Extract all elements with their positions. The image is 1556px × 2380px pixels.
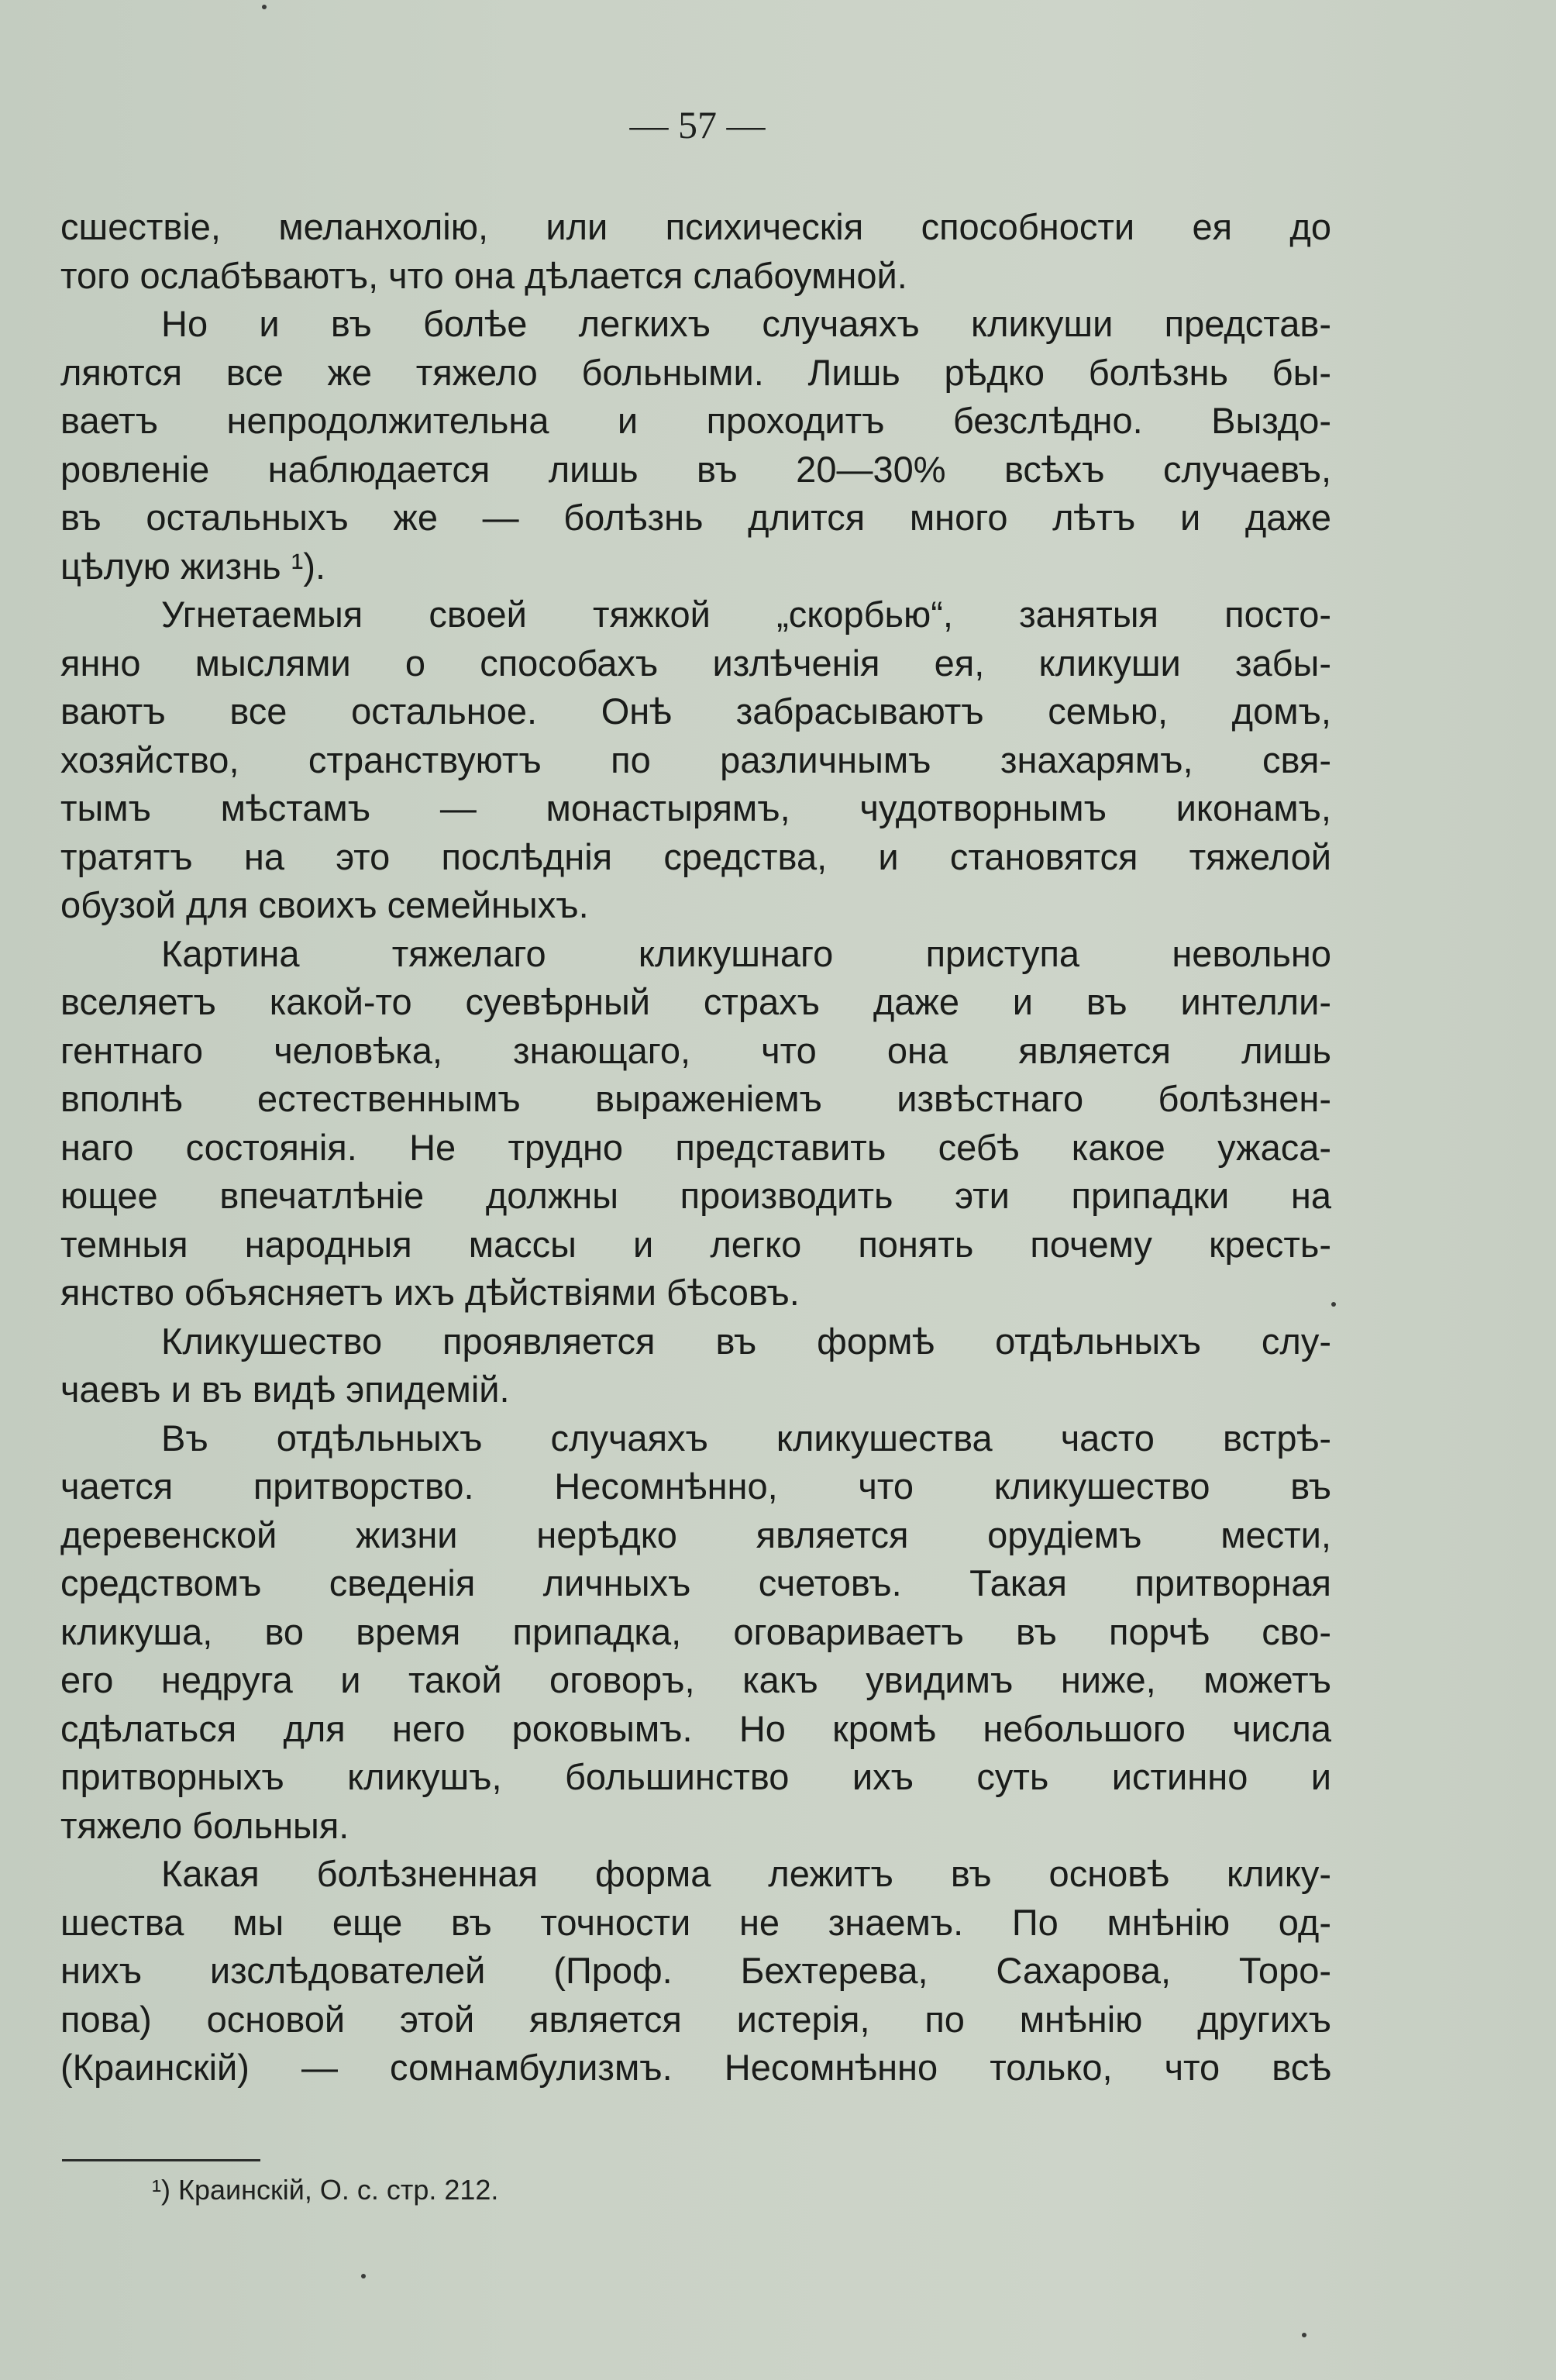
text-line: тратятъ на это послѣднія средства, и становятся тяжелой [60, 835, 1331, 877]
paper-speck [361, 2274, 366, 2278]
page-number: — 57 — [629, 103, 766, 146]
text-line: пова) основой этой является истерія, по мнѣнію другихъ [60, 1998, 1331, 2040]
text-line: ваютъ все остальное. Онѣ забрасываютъ семью, домъ, [60, 691, 1331, 732]
paper-speck [1302, 2333, 1306, 2337]
text-line: средствомъ сведенія личныхъ счетовъ. Такая притворная [60, 1562, 1331, 1603]
text-line: темныя народныя массы и легко понять почему кресть- [60, 1223, 1331, 1265]
text-line: Картина тяжелаго кликушнаго приступа невольно [161, 932, 1331, 974]
paper-speck [262, 5, 267, 9]
text-line: шества мы еще въ точности не знаемъ. По мнѣнію од- [60, 1901, 1331, 1943]
text-line: сдѣлаться для него роковымъ. Но кромѣ небольшого числа [60, 1707, 1331, 1749]
footnote-divider [62, 2159, 260, 2161]
text-line: ровленіе наблюдается лишь въ 20—30% всѣхъ случаевъ, [60, 448, 1331, 490]
text-line: янство объясняетъ ихъ дѣйствіями бѣсовъ. [60, 1272, 800, 1313]
text-line: гентнаго человѣка, знающаго, что она является лишь [60, 1029, 1331, 1071]
text-line: янно мыслями о способахъ излѣченія ея, кликуши забы- [60, 642, 1331, 684]
text-line: хозяйство, странствуютъ по различнымъ знахарямъ, свя- [60, 739, 1331, 780]
text-line: ляются все же тяжело больными. Лишь рѣдко болѣзнь бы- [60, 351, 1331, 393]
text-line: Въ отдѣльныхъ случаяхъ кликушества часто встрѣ- [161, 1417, 1331, 1459]
text-line: чаевъ и въ видѣ эпидемій. [60, 1369, 510, 1410]
text-line: его недруга и такой оговоръ, какъ увидимъ ниже, можетъ [60, 1659, 1331, 1700]
body-text [60, 203, 1331, 2092]
text-line: сшествіе, меланхолію, или психическія способности ея до [60, 206, 1331, 247]
text-line: притворныхъ кликушъ, большинство ихъ суть истинно и [60, 1756, 1331, 1797]
text-line: Угнетаемыя своей тяжкой „скорбью“, занятыя посто- [161, 594, 1331, 635]
paper-speck [1331, 1302, 1336, 1307]
text-line: нихъ изслѣдователей (Проф. Бехтерева, Сахарова, Торо- [60, 1950, 1331, 1991]
text-line: цѣлую жизнь ¹). [60, 545, 326, 587]
text-line: Какая болѣзненная форма лежитъ въ основѣ клику- [161, 1853, 1331, 1894]
text-line: того ослабѣваютъ, что она дѣлается слабоумной. [60, 254, 907, 296]
text-line: наго состоянія. Не трудно представить себѣ какое ужаса- [60, 1126, 1331, 1168]
footnote: ¹) Краинскій, О. с. стр. 212. [152, 2174, 499, 2206]
text-line: ющее впечатлѣніе должны производить эти припадки на [60, 1175, 1331, 1216]
text-line: чается притворство. Несомнѣнно, что кликушество въ [60, 1466, 1331, 1507]
text-line: деревенской жизни нерѣдко является орудіемъ мести, [60, 1514, 1331, 1555]
text-line: въ остальныхъ же — болѣзнь длится много лѣтъ и даже [60, 497, 1331, 538]
text-line: Кликушество проявляется въ формѣ отдѣльныхъ слу- [161, 1320, 1331, 1362]
text-line: (Краинскій) — сомнамбулизмъ. Несомнѣнно только, что всѣ [60, 2047, 1331, 2088]
text-line: ваетъ непродолжительна и проходитъ безслѣдно. Выздо- [60, 400, 1331, 441]
text-line: Но и въ болѣе легкихъ случаяхъ кликуши представ- [161, 303, 1331, 344]
text-line: тымъ мѣстамъ — монастырямъ, чудотворнымъ иконамъ, [60, 787, 1331, 828]
text-line: вселяетъ какой-то суевѣрный страхъ даже и въ интелли- [60, 981, 1331, 1022]
text-line: кликуша, во время припадка, оговариваетъ въ порчѣ сво- [60, 1610, 1331, 1652]
text-line: вполнѣ естественнымъ выраженіемъ извѣстнаго болѣзнен- [60, 1078, 1331, 1119]
text-line: обузой для своихъ семейныхъ. [60, 884, 589, 925]
text-line: тяжело больныя. [60, 1804, 349, 1846]
